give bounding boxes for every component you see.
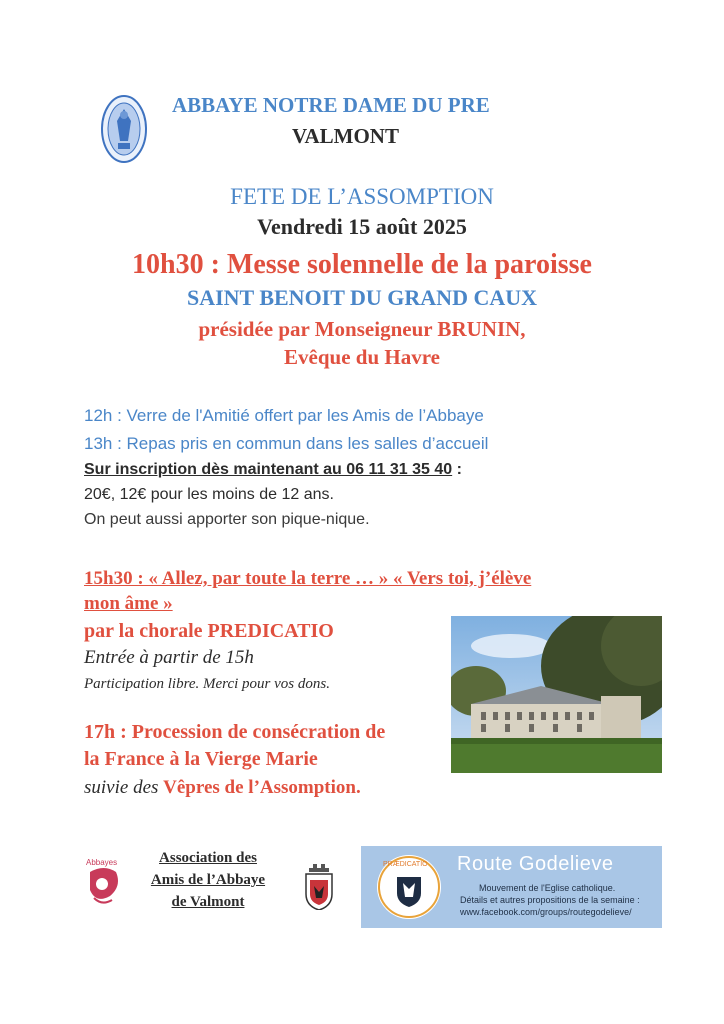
concert-participation: Participation libre. Merci pour vos dons. <box>84 676 330 692</box>
predicatio-logo <box>375 853 443 921</box>
presided-line: présidée par Monseigneur BRUNIN, <box>198 317 526 341</box>
schedule-12h: 12h : Verre de l'Amitié offert par les Amis de l’Abbaye <box>84 406 484 425</box>
abbey-name: ABBAYE NOTRE DAME DU PRE <box>172 93 490 117</box>
procession-line-2: la France à la Vierge Marie <box>84 748 318 770</box>
parish-name: SAINT BENOIT DU GRAND CAUX <box>186 285 538 310</box>
inscription-line <box>84 461 462 479</box>
procession-line-1: 17h : Procession de consécration de <box>84 721 386 743</box>
association-line-2: Amis de l’Abbaye <box>150 872 266 888</box>
concert-entry: Entrée à partir de 15h <box>84 647 254 668</box>
abbayes-logo-text: Abbayes <box>86 858 118 867</box>
association-line-3: de Valmont <box>171 894 245 910</box>
route-godelieve-line-1: Mouvement de l'Eglise catholique. <box>479 883 616 893</box>
association-line-1: Association des <box>159 850 257 866</box>
event-date: Vendredi 15 août 2025 <box>257 214 467 239</box>
predicatio-logo-text: PRÆDICATIO <box>383 861 428 868</box>
schedule-13h: 13h : Repas pris en commun dans les salles d’accueil <box>84 434 489 453</box>
route-godelieve-banner <box>361 846 662 928</box>
abbey-seal-logo <box>101 95 147 163</box>
coat-of-arms-icon <box>304 864 334 910</box>
choir-name: PREDICATIO <box>207 620 334 642</box>
choir-prefix: par la chorale <box>84 620 208 642</box>
route-godelieve-link[interactable]: www.facebook.com/groups/routegodelieve/ <box>460 907 632 917</box>
inscription-colon: : <box>452 461 462 478</box>
bishop-line: Evêque du Havre <box>284 345 440 369</box>
mass-line: 10h30 : Messe solennelle de la paroisse <box>132 249 592 280</box>
vespers-prefix: suivie des <box>84 777 164 798</box>
vespers-line <box>84 777 361 799</box>
inscription-phone: Sur inscription dès maintenant au 06 11 31 35 40 <box>84 461 453 478</box>
abbayes-logo <box>82 854 124 914</box>
concert-line-2: mon âme » <box>84 593 173 614</box>
picnic-line: On peut aussi apporter son pique-nique. <box>84 511 370 528</box>
vespers-name: Vêpres de l’Assomption. <box>163 777 361 798</box>
route-godelieve-title: Route Godelieve <box>457 853 614 875</box>
route-godelieve-line-2: Détails et autres propositions de la semaine : <box>460 895 640 905</box>
abbey-photo <box>451 616 662 773</box>
concert-line-1: 15h30 : « Allez, par toute la terre … » « Vers toi, j’élève <box>84 568 532 589</box>
feast-title: FETE DE L’ASSOMPTION <box>230 184 494 209</box>
choir-line <box>84 620 334 643</box>
prices-line: 20€, 12€ pour les moins de 12 ans. <box>84 486 334 503</box>
town-name: VALMONT <box>292 124 399 148</box>
